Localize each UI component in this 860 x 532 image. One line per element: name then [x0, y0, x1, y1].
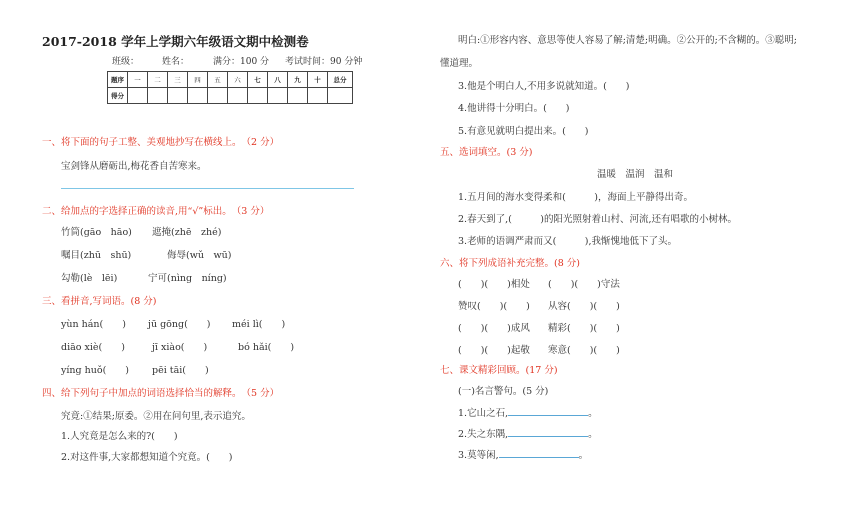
score-table-row2-label: 得分	[108, 88, 128, 104]
quote-period: 。	[588, 408, 598, 419]
exam-time-label: 考试时间：90 分钟	[285, 57, 363, 67]
score-cell[interactable]	[148, 88, 168, 104]
score-cell[interactable]	[288, 88, 308, 104]
score-table	[107, 71, 353, 104]
section-1-title: 一、将下面的句子工整、美观地抄写在横线上。 （2 分）	[42, 137, 280, 148]
class-label: 班级：	[112, 57, 140, 67]
pronunciation-item[interactable]: 遮掩(zhē zhé)	[152, 227, 222, 238]
pronunciation-item[interactable]: 竹筒(gāo hāo)	[61, 227, 132, 238]
fill-item[interactable]: 3.老师的语调严肃而又( ),我惭愧地低下了头。	[458, 236, 677, 247]
section-4-title: 四、给下列句子中加点的词语选择恰当的解释。 （5 分）	[42, 388, 280, 399]
pinyin-item[interactable]: pēi tāi( )	[152, 365, 209, 376]
page-title: 2017-2018 学年上学期六年级语文期中检测卷	[42, 34, 309, 49]
copy-answer-line[interactable]	[61, 188, 354, 189]
idiom-item[interactable]: 寒意( )( )	[548, 345, 620, 356]
score-cell[interactable]	[268, 88, 288, 104]
answer-blank[interactable]	[508, 406, 588, 416]
definition-text: 明白:①形容内容、意思等使人容易了解;清楚;明确。②公开的;不含糊的。③聪明;	[458, 35, 798, 46]
subsection-title: (一)名言警句。(5 分)	[458, 386, 549, 397]
score-col: 一	[128, 72, 148, 88]
score-col: 二	[148, 72, 168, 88]
score-col: 三	[168, 72, 188, 88]
score-col: 八	[268, 72, 288, 88]
question-item[interactable]: 2.对这件事,大家都想知道个究竟。( )	[61, 452, 233, 463]
full-score-label: 满分：100 分	[213, 57, 270, 67]
answer-blank[interactable]	[508, 427, 588, 437]
section-3-title: 三、看拼音,写词语。(8 分)	[42, 296, 157, 307]
idiom-item[interactable]: ( )( )相处	[458, 279, 530, 290]
pinyin-item[interactable]: bó hǎi( )	[238, 342, 295, 353]
score-cell[interactable]	[308, 88, 328, 104]
score-col: 六	[228, 72, 248, 88]
pronunciation-item[interactable]: 侮辱(wǔ wū)	[167, 250, 232, 261]
score-col: 五	[208, 72, 228, 88]
pinyin-item[interactable]: yíng huǒ( )	[61, 365, 129, 376]
fill-item[interactable]: 2.春天到了,( )的阳光照射着山村、河流,还有唱歌的小树林。	[458, 214, 738, 225]
score-cell-total[interactable]	[328, 88, 353, 104]
score-cell[interactable]	[208, 88, 228, 104]
score-table-score-row	[108, 88, 353, 104]
score-cell[interactable]	[128, 88, 148, 104]
score-col: 四	[188, 72, 208, 88]
section-5-title: 五、选词填空。(3 分)	[440, 147, 533, 158]
quote-prompt: 2.失之东隅,	[458, 429, 509, 440]
quote-item	[458, 405, 598, 419]
question-item[interactable]: 4.他讲得十分明白。( )	[458, 103, 570, 114]
score-table-row1-label: 题序	[108, 72, 128, 88]
score-col: 十	[308, 72, 328, 88]
score-cell[interactable]	[188, 88, 208, 104]
quote-item	[458, 426, 598, 440]
score-col: 七	[248, 72, 268, 88]
idiom-item[interactable]: ( )( )成风	[458, 323, 530, 334]
word-bank: 温暖 温润 温和	[597, 169, 674, 180]
pinyin-item[interactable]: méi lì( )	[232, 319, 286, 330]
question-item[interactable]: 5.有意见就明白提出来。( )	[458, 126, 589, 137]
answer-blank[interactable]	[499, 448, 579, 458]
idiom-item[interactable]: 从容( )( )	[548, 301, 620, 312]
idiom-item[interactable]: 精彩( )( )	[548, 323, 620, 334]
pinyin-item[interactable]: jī xiào( )	[152, 342, 208, 353]
pinyin-item[interactable]: diāo xiè( )	[61, 342, 125, 353]
pinyin-item[interactable]: jū gōng( )	[148, 319, 211, 330]
score-cell[interactable]	[248, 88, 268, 104]
definition-text-cont: 懂道理。	[440, 58, 479, 69]
quote-period: 。	[578, 450, 589, 461]
question-item[interactable]: 3.他是个明白人,不用多说就知道。( )	[458, 81, 630, 92]
pinyin-item[interactable]: yùn hán( )	[61, 319, 126, 330]
question-item[interactable]: 1.人究竟是怎么来的?( )	[61, 431, 178, 442]
pronunciation-item[interactable]: 宁可(nìng níng)	[148, 273, 227, 284]
section-6-title: 六、将下列成语补充完整。(8 分)	[440, 258, 580, 269]
quote-item	[458, 447, 588, 461]
quote-prompt: 1.它山之石,	[458, 408, 509, 419]
idiom-item[interactable]: ( )( )起敬	[458, 345, 530, 356]
score-cell[interactable]	[228, 88, 248, 104]
idiom-item[interactable]: ( )( )守法	[548, 279, 620, 290]
score-cell[interactable]	[168, 88, 188, 104]
pronunciation-item[interactable]: 嘱目(zhū shū)	[61, 250, 132, 261]
section-2-title: 二、给加点的字选择正确的读音,用“√”标出。 （3 分）	[42, 206, 270, 217]
definition-text: 究竟:①结果;原委。②用在问句里,表示追究。	[61, 411, 251, 422]
fill-item[interactable]: 1.五月间的海水变得柔和( )，海面上平静得出奇。	[458, 192, 693, 203]
score-table-header-row	[108, 72, 353, 88]
copy-sentence: 宝剑锋从磨砺出,梅花香自苦寒来。	[61, 161, 207, 172]
idiom-item[interactable]: 赞叹( )( )	[458, 301, 530, 312]
score-col: 九	[288, 72, 308, 88]
score-col-total: 总分	[328, 72, 353, 88]
pronunciation-item[interactable]: 勾勒(lè lēi)	[61, 273, 118, 284]
name-label: 姓名：	[162, 57, 190, 67]
quote-prompt: 3.莫等闲,	[458, 450, 499, 461]
quote-period: 。	[588, 429, 598, 440]
section-7-title: 七、课文精彩回顾。(17 分)	[440, 365, 558, 376]
